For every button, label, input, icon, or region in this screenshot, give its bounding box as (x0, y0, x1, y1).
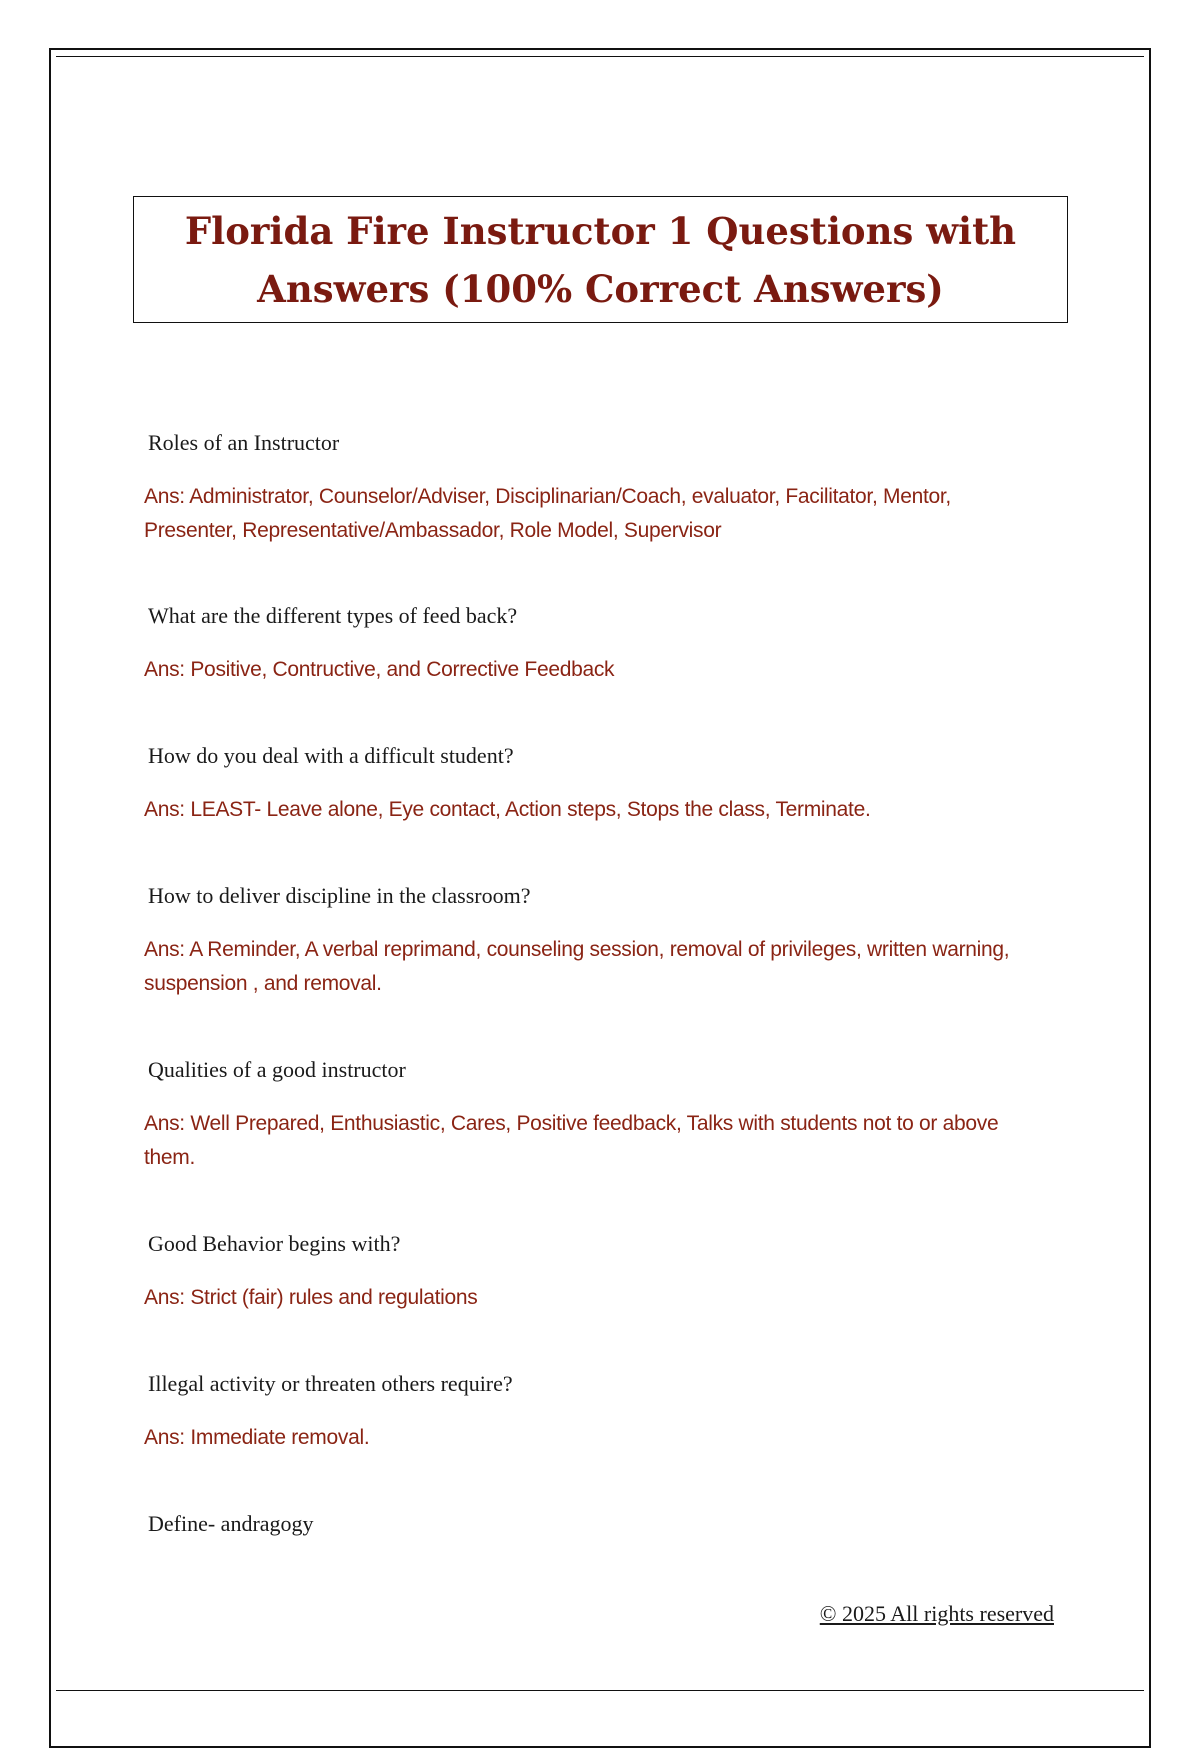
qa-item-7 (144, 1369, 1048, 1455)
answer-text: Ans: A Reminder, A verbal reprimand, counseling session, removal of privileges, written warning, suspension , and removal. (144, 938, 1010, 995)
question-text: Good Behavior begins with? (148, 1231, 401, 1256)
answer-text: Ans: Administrator, Counselor/Adviser, Disciplinarian/Coach, evaluator, Facilitator, Mentor, Presenter, Representative/Ambassador, Role Model, Supervisor (144, 485, 951, 542)
question-text: How to deliver discipline in the classroom? (148, 883, 531, 908)
title-box (133, 196, 1068, 323)
qa-item-6 (144, 1229, 1048, 1315)
question-text: Define- andragogy (148, 1511, 314, 1536)
qa-item-5 (144, 1055, 1048, 1175)
qa-item-3 (144, 741, 1048, 827)
qa-item-1 (144, 428, 1048, 548)
answer-text: Ans: Positive, Contructive, and Corrective Feedback (144, 658, 615, 681)
question-text: Qualities of a good instructor (148, 1057, 406, 1082)
answer-text: Ans: Well Prepared, Enthusiastic, Cares, Positive feedback, Talks with students not to or above them. (144, 1112, 999, 1169)
copyright-footer: © 2025 All rights reserved (819, 1601, 1054, 1626)
qa-item-8 (148, 1509, 1048, 1539)
qa-item-4 (144, 881, 1048, 1001)
document-title: Florida Fire Instructor 1 Questions with Answers (100% Correct Answers) (184, 208, 1017, 311)
answer-text: Ans: Strict (fair) rules and regulations (144, 1286, 478, 1309)
question-text: How do you deal with a difficult student? (148, 743, 514, 768)
question-text: What are the different types of feed back? (148, 603, 518, 628)
answer-text: Ans: Immediate removal. (144, 1426, 370, 1449)
qa-item-2 (144, 601, 1048, 687)
question-text: Roles of an Instructor (148, 430, 340, 455)
answer-text: Ans: LEAST- Leave alone, Eye contact, Action steps, Stops the class, Terminate. (144, 798, 871, 821)
question-text: Illegal activity or threaten others require? (148, 1371, 513, 1396)
page-bottom-rule (56, 1690, 1144, 1691)
